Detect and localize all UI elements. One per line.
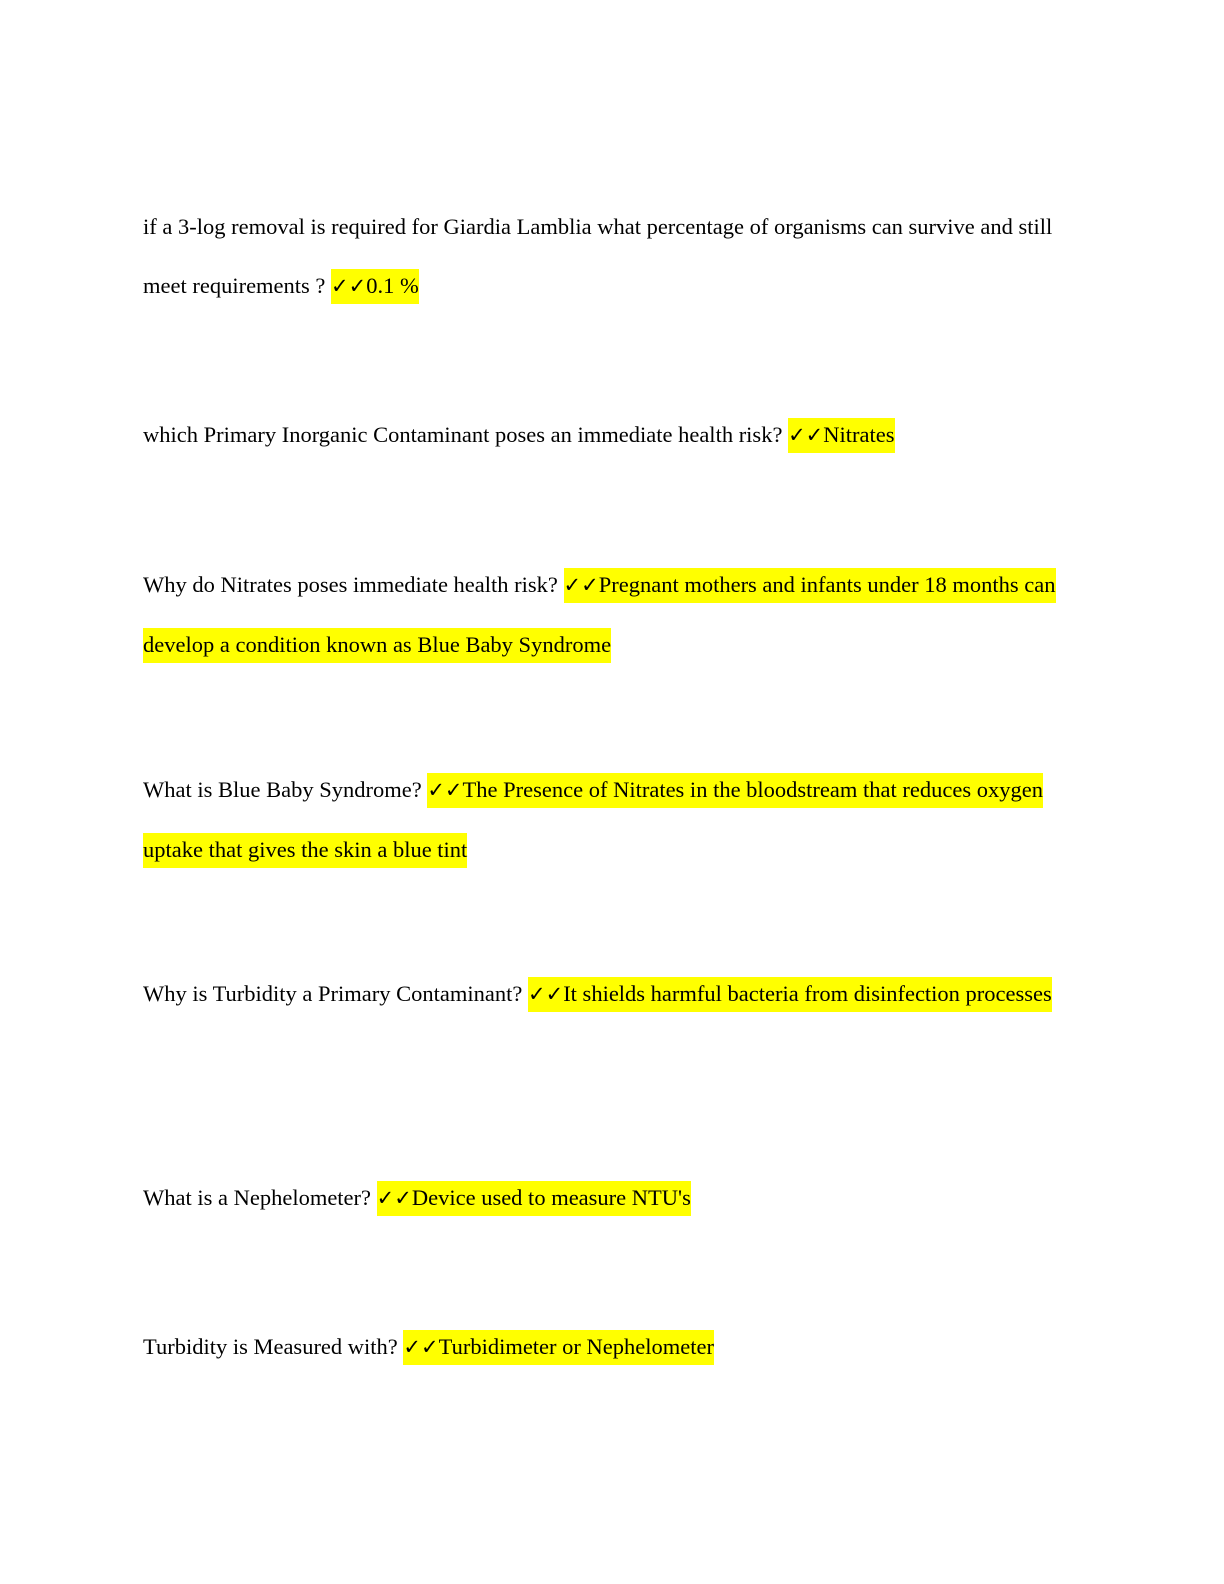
double-check-icon: ✓✓ xyxy=(403,1335,439,1359)
answer-highlight xyxy=(528,977,1052,1012)
qa-item xyxy=(143,197,1083,316)
answer-text: 0.1 % xyxy=(366,273,419,298)
answer-text: The Presence of Nitrates in the bloodstream that reduces oxygen uptake that gives the skin a blue tint xyxy=(143,777,1043,862)
answer-highlight xyxy=(377,1181,691,1216)
answer-text: It shields harmful bacteria from disinfection processes xyxy=(563,981,1052,1006)
question-text: Turbidity is Measured with? xyxy=(143,1334,404,1359)
qa-item xyxy=(143,1317,1083,1377)
qa-item xyxy=(143,1168,1083,1228)
answer-text: Pregnant mothers and infants under 18 months can develop a condition known as Blue Baby Syndrome xyxy=(143,572,1056,657)
qa-item xyxy=(143,964,1083,1024)
question-text: Why do Nitrates poses immediate health risk? xyxy=(143,572,564,597)
double-check-icon: ✓✓ xyxy=(788,423,824,447)
answer-highlight xyxy=(788,418,894,453)
double-check-icon: ✓✓ xyxy=(331,274,367,298)
qa-item xyxy=(143,555,1083,674)
double-check-icon: ✓✓ xyxy=(376,1186,412,1210)
question-text: if a 3-log removal is required for Giardia Lamblia what percentage of organisms can survive and still meet requirements ? xyxy=(143,214,1053,298)
question-text: which Primary Inorganic Contaminant poses an immediate health risk? xyxy=(143,422,789,447)
qa-item xyxy=(143,760,1083,879)
answer-text: Device used to measure NTU's xyxy=(411,1185,691,1210)
answer-highlight xyxy=(403,1330,714,1365)
qa-item xyxy=(143,405,1083,465)
question-text: Why is Turbidity a Primary Contaminant? xyxy=(143,981,528,1006)
question-text: What is a Nephelometer? xyxy=(143,1185,377,1210)
answer-text: Turbidimeter or Nephelometer xyxy=(438,1334,714,1359)
double-check-icon: ✓✓ xyxy=(527,982,564,1006)
question-text: What is Blue Baby Syndrome? xyxy=(143,777,428,802)
answer-highlight xyxy=(331,269,419,304)
answer-text: Nitrates xyxy=(823,422,895,447)
double-check-icon: ✓✓ xyxy=(563,573,599,597)
double-check-icon: ✓✓ xyxy=(427,778,463,802)
